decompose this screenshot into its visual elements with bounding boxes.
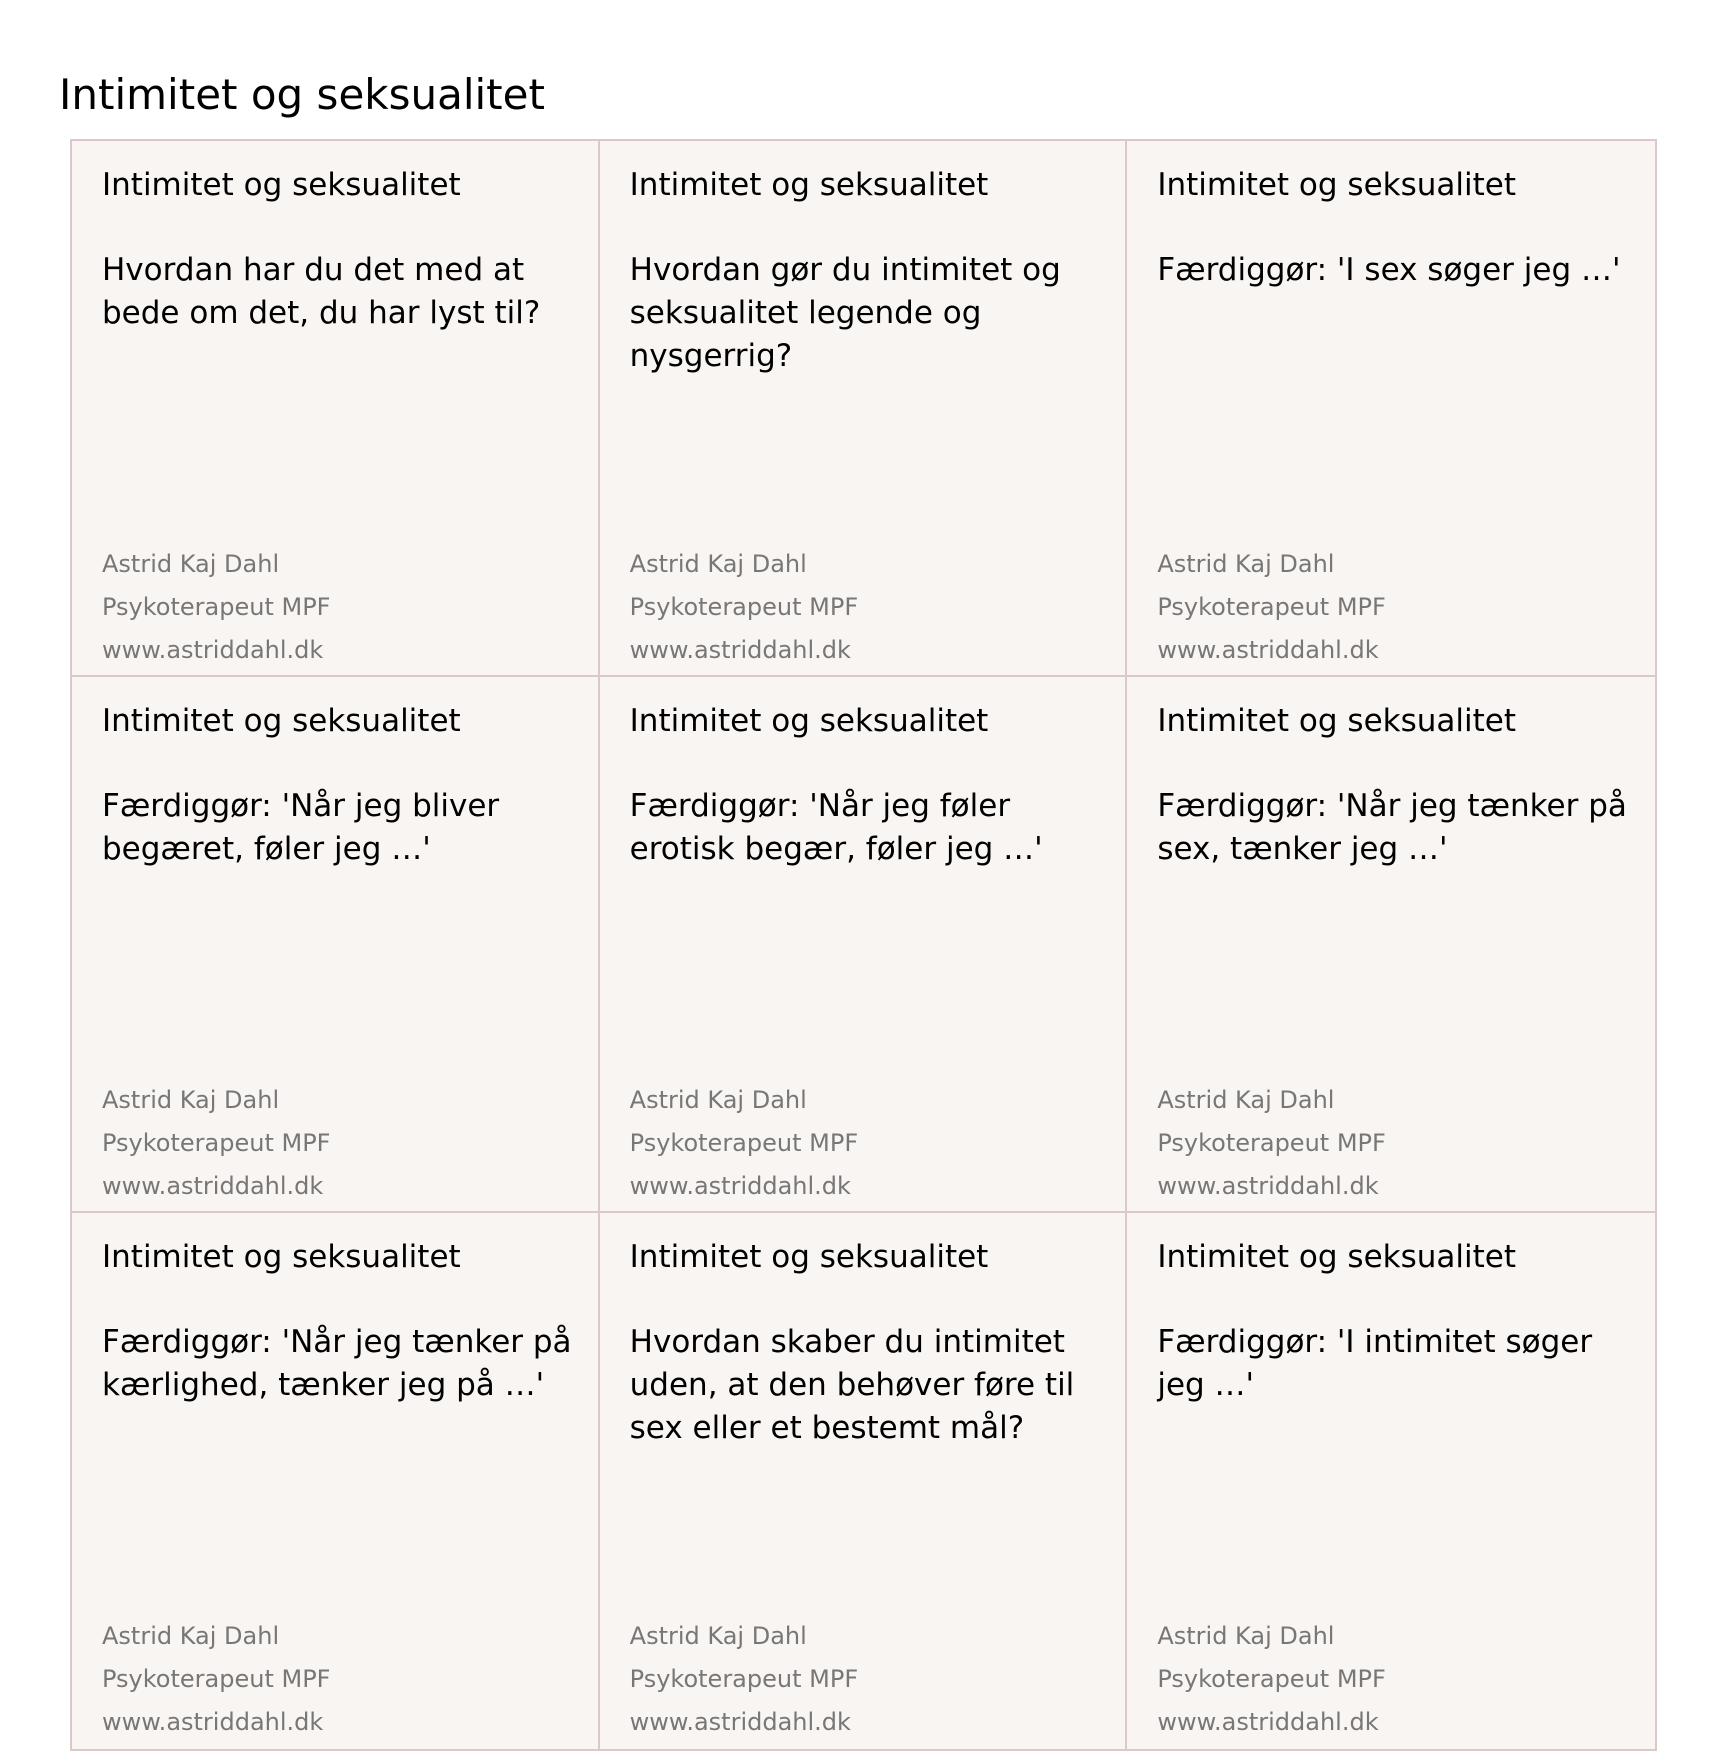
card-question: Hvordan gør du intimitet og seksualitet legende og nysgerrig? xyxy=(629,252,1061,374)
card-footer xyxy=(102,543,330,672)
footer-website: www.astriddahl.dk xyxy=(629,636,851,664)
footer-title: Psykoterapeut MPF xyxy=(102,1129,331,1157)
footer-title: Psykoterapeut MPF xyxy=(1157,593,1386,621)
card-grid xyxy=(70,139,1657,1751)
footer-website: www.astriddahl.dk xyxy=(102,1172,324,1200)
card-question: Færdiggør: 'Når jeg tænker på kærlighed, tænker jeg på …' xyxy=(102,1324,572,1403)
footer-name: Astrid Kaj Dahl xyxy=(1157,550,1335,578)
question-card xyxy=(1127,677,1655,1213)
footer-title: Psykoterapeut MPF xyxy=(629,593,859,621)
card-footer xyxy=(1157,1079,1385,1208)
card-header: Intimitet og seksualitet xyxy=(1157,1239,1517,1275)
footer-website: www.astriddahl.dk xyxy=(1157,636,1379,664)
card-header: Intimitet og seksualitet xyxy=(102,703,461,739)
card-footer xyxy=(102,1079,330,1208)
question-card xyxy=(72,1213,600,1749)
footer-website: www.astriddahl.dk xyxy=(1157,1172,1379,1200)
footer-name: Astrid Kaj Dahl xyxy=(629,1622,807,1650)
footer-name: Astrid Kaj Dahl xyxy=(102,550,280,578)
page-title: Intimitet og seksualitet xyxy=(59,70,545,119)
footer-website: www.astriddahl.dk xyxy=(629,1172,851,1200)
card-header: Intimitet og seksualitet xyxy=(629,1239,989,1275)
card-header: Intimitet og seksualitet xyxy=(1157,703,1517,739)
footer-title: Psykoterapeut MPF xyxy=(1157,1665,1386,1693)
card-header: Intimitet og seksualitet xyxy=(629,703,989,739)
footer-name: Astrid Kaj Dahl xyxy=(629,550,807,578)
card-footer xyxy=(630,1079,858,1208)
question-card xyxy=(600,1213,1128,1749)
card-footer xyxy=(102,1615,330,1744)
card-header: Intimitet og seksualitet xyxy=(629,167,989,203)
card-question: Færdiggør: 'I sex søger jeg …' xyxy=(1157,252,1621,288)
card-question: Færdiggør: 'Når jeg føler erotisk begær, føler jeg …' xyxy=(629,788,1043,867)
footer-title: Psykoterapeut MPF xyxy=(1157,1129,1386,1157)
footer-name: Astrid Kaj Dahl xyxy=(629,1086,807,1114)
footer-website: www.astriddahl.dk xyxy=(102,636,324,664)
card-header: Intimitet og seksualitet xyxy=(1157,167,1517,203)
question-card xyxy=(72,677,600,1213)
footer-website: www.astriddahl.dk xyxy=(102,1708,324,1736)
card-question: Hvordan skaber du intimitet uden, at den behøver føre til sex eller et bestemt mål? xyxy=(629,1324,1075,1446)
card-header: Intimitet og seksualitet xyxy=(102,1239,461,1275)
footer-title: Psykoterapeut MPF xyxy=(629,1129,859,1157)
question-card xyxy=(1127,1213,1655,1749)
question-card xyxy=(72,141,600,677)
footer-name: Astrid Kaj Dahl xyxy=(102,1622,280,1650)
footer-name: Astrid Kaj Dahl xyxy=(1157,1086,1335,1114)
footer-name: Astrid Kaj Dahl xyxy=(102,1086,280,1114)
card-question: Færdiggør: 'Når jeg tænker på sex, tænker jeg …' xyxy=(1157,788,1627,867)
card-footer xyxy=(1157,543,1385,672)
card-footer xyxy=(630,543,858,672)
card-question: Færdiggør: 'Når jeg bliver begæret, føler jeg …' xyxy=(102,788,500,867)
card-question: Færdiggør: 'I intimitet søger jeg …' xyxy=(1157,1324,1593,1403)
card-footer xyxy=(1157,1615,1385,1744)
footer-title: Psykoterapeut MPF xyxy=(102,1665,331,1693)
footer-title: Psykoterapeut MPF xyxy=(102,593,331,621)
question-card xyxy=(600,677,1128,1213)
card-header: Intimitet og seksualitet xyxy=(102,167,461,203)
footer-website: www.astriddahl.dk xyxy=(1157,1708,1379,1736)
footer-title: Psykoterapeut MPF xyxy=(629,1665,859,1693)
footer-website: www.astriddahl.dk xyxy=(629,1708,851,1736)
card-footer xyxy=(630,1615,858,1744)
footer-name: Astrid Kaj Dahl xyxy=(1157,1622,1335,1650)
question-card xyxy=(1127,141,1655,677)
question-card xyxy=(600,141,1128,677)
card-question: Hvordan har du det med at bede om det, du har lyst til? xyxy=(102,252,541,331)
